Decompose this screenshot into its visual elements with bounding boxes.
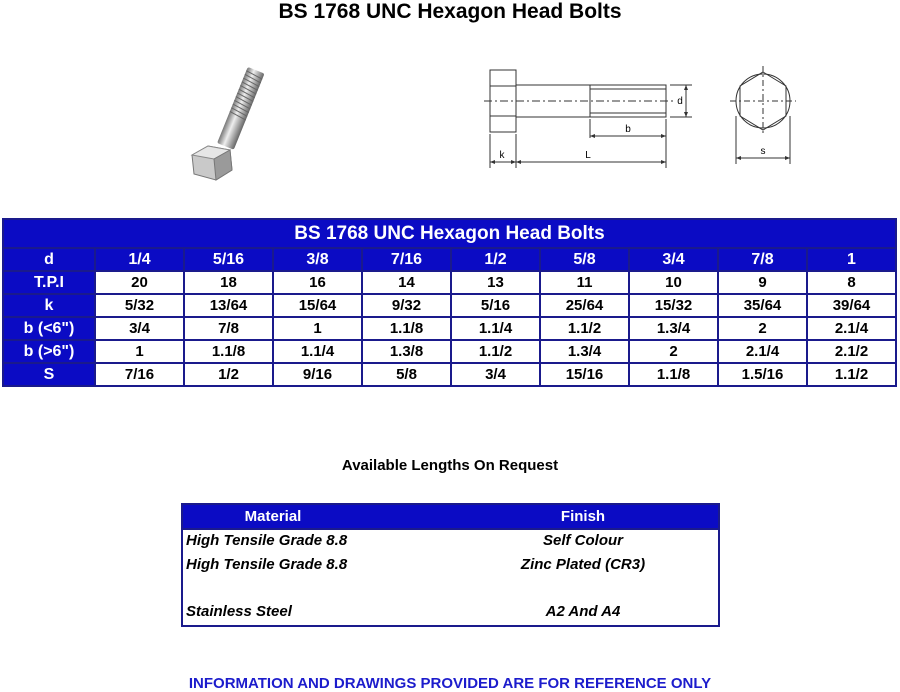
table-cell: 5/8 (362, 363, 451, 386)
table-cell: 14 (362, 271, 451, 294)
material-cell: High Tensile Grade 8.8 (186, 556, 348, 573)
dim-label-b: b (625, 124, 631, 135)
table-cell: 1.1/2 (540, 317, 629, 340)
table-cell: 9 (718, 271, 807, 294)
table-cell: 13 (451, 271, 540, 294)
finish-cell: Zinc Plated (CR3) (520, 556, 646, 573)
dim-label-s: s (760, 146, 766, 157)
table-cell: 1.5/16 (718, 363, 807, 386)
table-cell: 15/64 (273, 294, 362, 317)
dim-label-k: k (499, 150, 505, 161)
table-cell: 5/16 (451, 294, 540, 317)
table-cell: 2.1/4 (807, 317, 896, 340)
header-cell: 1/4 (95, 248, 184, 271)
table-cell: 16 (273, 271, 362, 294)
header-cell: 1 (807, 248, 896, 271)
table-cell: 1 (273, 317, 362, 340)
table-cell: 2 (718, 317, 807, 340)
table-cell: 1.1/2 (451, 340, 540, 363)
finish-header: Finish (560, 508, 606, 525)
table-cell: 13/64 (184, 294, 273, 317)
material-header: Material (244, 508, 302, 525)
table-cell: 20 (95, 271, 184, 294)
table-cell: 39/64 (807, 294, 896, 317)
header-cell: 5/16 (184, 248, 273, 271)
bolt-technical-drawing (480, 62, 800, 182)
table-cell: 3/4 (95, 317, 184, 340)
table-cell: 2.1/2 (807, 340, 896, 363)
header-cell: 3/4 (629, 248, 718, 271)
table-row (3, 317, 896, 340)
table-cell: 1.1/8 (184, 340, 273, 363)
table-cell: 25/64 (540, 294, 629, 317)
table-cell: 15/32 (629, 294, 718, 317)
material-cell: High Tensile Grade 8.8 (186, 532, 348, 549)
table-caption: BS 1768 UNC Hexagon Head Bolts (3, 219, 896, 248)
table-cell: 1.1/4 (273, 340, 362, 363)
table-cell: 18 (184, 271, 273, 294)
table-row (3, 271, 896, 294)
page-title: BS 1768 UNC Hexagon Head Bolts (278, 0, 622, 23)
table-cell: 1/2 (184, 363, 273, 386)
table-cell: 2 (629, 340, 718, 363)
finish-cell: Self Colour (542, 532, 623, 549)
table-cell: 7/8 (184, 317, 273, 340)
finish-cell: A2 And A4 (545, 603, 621, 620)
table-cell: 1.1/8 (629, 363, 718, 386)
table-row (3, 340, 896, 363)
row-label: b (>6") (3, 340, 95, 363)
table-cell: 5/32 (95, 294, 184, 317)
row-label: b (<6") (3, 317, 95, 340)
table-cell: 1 (95, 340, 184, 363)
table-cell: 1.1/4 (451, 317, 540, 340)
table-cell: 35/64 (718, 294, 807, 317)
table-row (3, 294, 896, 317)
table-cell: 15/16 (540, 363, 629, 386)
table-row (3, 363, 896, 386)
material-cell: Stainless Steel (186, 603, 292, 620)
reference-disclaimer: INFORMATION AND DRAWINGS PROVIDED ARE FOR REFERENCE ONLY (188, 675, 712, 692)
materials-table (181, 503, 720, 627)
dim-label-d: d (677, 96, 683, 107)
bolt-photo (180, 60, 280, 190)
row-label: T.P.I (3, 271, 95, 294)
spec-table (2, 218, 897, 387)
table-cell: 1.1/2 (807, 363, 896, 386)
table-cell: 10 (629, 271, 718, 294)
header-cell: 7/16 (362, 248, 451, 271)
table-cell: 3/4 (451, 363, 540, 386)
header-cell: 7/8 (718, 248, 807, 271)
dim-label-L: L (585, 150, 591, 161)
table-cell: 11 (540, 271, 629, 294)
header-cell: 5/8 (540, 248, 629, 271)
row-label: k (3, 294, 95, 317)
table-cell: 1.3/4 (629, 317, 718, 340)
header-cell: d (3, 248, 95, 271)
row-label: S (3, 363, 95, 386)
table-header-row (3, 248, 896, 271)
available-lengths-note: Available Lengths On Request (341, 457, 559, 474)
table-cell: 9/32 (362, 294, 451, 317)
header-cell: 1/2 (451, 248, 540, 271)
table-cell: 2.1/4 (718, 340, 807, 363)
table-cell: 8 (807, 271, 896, 294)
header-cell: 3/8 (273, 248, 362, 271)
table-cell: 1.3/4 (540, 340, 629, 363)
table-cell: 1.1/8 (362, 317, 451, 340)
table-cell: 9/16 (273, 363, 362, 386)
table-cell: 7/16 (95, 363, 184, 386)
table-cell: 1.3/8 (362, 340, 451, 363)
materials-header (183, 505, 718, 530)
